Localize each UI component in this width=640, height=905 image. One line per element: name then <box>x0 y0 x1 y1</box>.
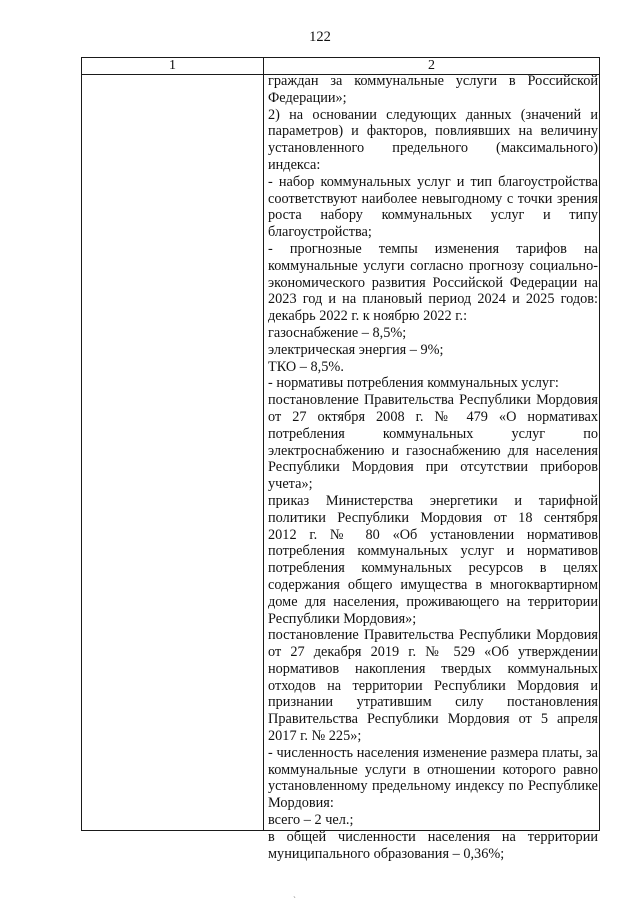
text-line: Республики Мордовия при отсутствии приборов <box>268 459 598 476</box>
text-line: содержания общего имущества в многоквартирном <box>268 576 598 593</box>
text-line: 2) на основании следующих данных (значений и <box>268 106 598 123</box>
text-line: отходов на территории Республики Мордовия и <box>268 677 598 694</box>
header-cell-column-1: 1 <box>169 58 176 73</box>
text-line: всего – 2 чел.; <box>268 812 354 829</box>
text-line: декабрь 2022 г. к ноябрю 2022 г.: <box>268 308 468 325</box>
text-line: роста набору коммунальных услуг и типу <box>268 207 598 224</box>
text-line: потребления коммунальных ресурсов в целях <box>268 560 598 577</box>
text-line: установленного предельного (максимального) <box>268 140 598 157</box>
text-line: учета»; <box>268 476 313 493</box>
text-line: Республики Мордовия»; <box>268 610 417 627</box>
text-line: Правительства Республики Мордовия от 5 апреля <box>268 711 598 728</box>
scan-mark: ˏ <box>293 888 296 898</box>
text-line: экономического развития Российской Федерации на <box>268 274 598 291</box>
table-cell-column-2 <box>268 73 598 862</box>
text-line: от 27 октября 2008 г. № 479 «О нормативах <box>268 408 598 425</box>
text-line: коммунальные услуги в отношении которого равно <box>268 761 598 778</box>
column-divider <box>263 58 264 830</box>
text-line: потребления коммунальных услуг по <box>268 425 598 442</box>
text-line: - численность населения изменение размера платы, за <box>268 744 598 761</box>
text-line: - набор коммунальных услуг и тип благоустройства <box>268 173 598 190</box>
text-line: граждан за коммунальные услуги в Российской <box>268 73 598 89</box>
text-line: постановление Правительства Республики Мордовия <box>268 392 598 409</box>
page-number: 122 <box>309 29 331 45</box>
text-line: постановление Правительства Республики Мордовия <box>268 627 598 644</box>
text-line: в общей численности населения на территории <box>268 828 598 845</box>
text-line: 2023 год и на плановый период 2024 и 2025 годов: <box>268 291 598 308</box>
text-line: муниципального образования – 0,36%; <box>268 845 505 862</box>
text-line: индекса: <box>268 156 321 173</box>
header-cell-column-2: 2 <box>428 58 435 73</box>
text-line: ТКО – 8,5%. <box>268 358 344 375</box>
text-line: электроснабжению и газоснабжению для населения <box>268 442 598 459</box>
text-line: приказ Министерства энергетики и тарифной <box>268 492 598 509</box>
text-line: газоснабжение – 8,5%; <box>268 324 407 341</box>
text-line: от 27 декабря 2019 г. № 529 «Об утверждении <box>268 644 598 661</box>
text-line: благоустройства; <box>268 224 372 241</box>
text-line: потребления коммунальных услуг и нормативов <box>268 543 598 560</box>
text-line: 2012 г. № 80 «Об установлении нормативов <box>268 526 598 543</box>
text-line: установленному предельному индексу по Республике <box>268 778 598 795</box>
text-line: 2017 г. № 225»; <box>268 728 362 745</box>
text-line: доме для населения, проживающего на территории <box>268 593 598 610</box>
text-line: электрическая энергия – 9%; <box>268 341 444 358</box>
text-line: политики Республики Мордовия от 18 сентября <box>268 509 598 526</box>
text-line: - нормативы потребления коммунальных услуг: <box>268 375 559 392</box>
text-line: признании утратившим силу постановления <box>268 694 598 711</box>
text-line: Мордовия: <box>268 795 334 812</box>
text-line: - прогнозные темпы изменения тарифов на <box>268 240 598 257</box>
text-line: нормативов накопления твердых коммунальных <box>268 660 598 677</box>
text-line: соответствуют наиболее невыгодному с точки зрения <box>268 190 598 207</box>
text-line: Федерации»; <box>268 89 347 106</box>
text-line: коммунальные услуги согласно прогнозу социально- <box>268 257 598 274</box>
text-line: параметров) и факторов, повлиявших на величину <box>268 123 598 140</box>
